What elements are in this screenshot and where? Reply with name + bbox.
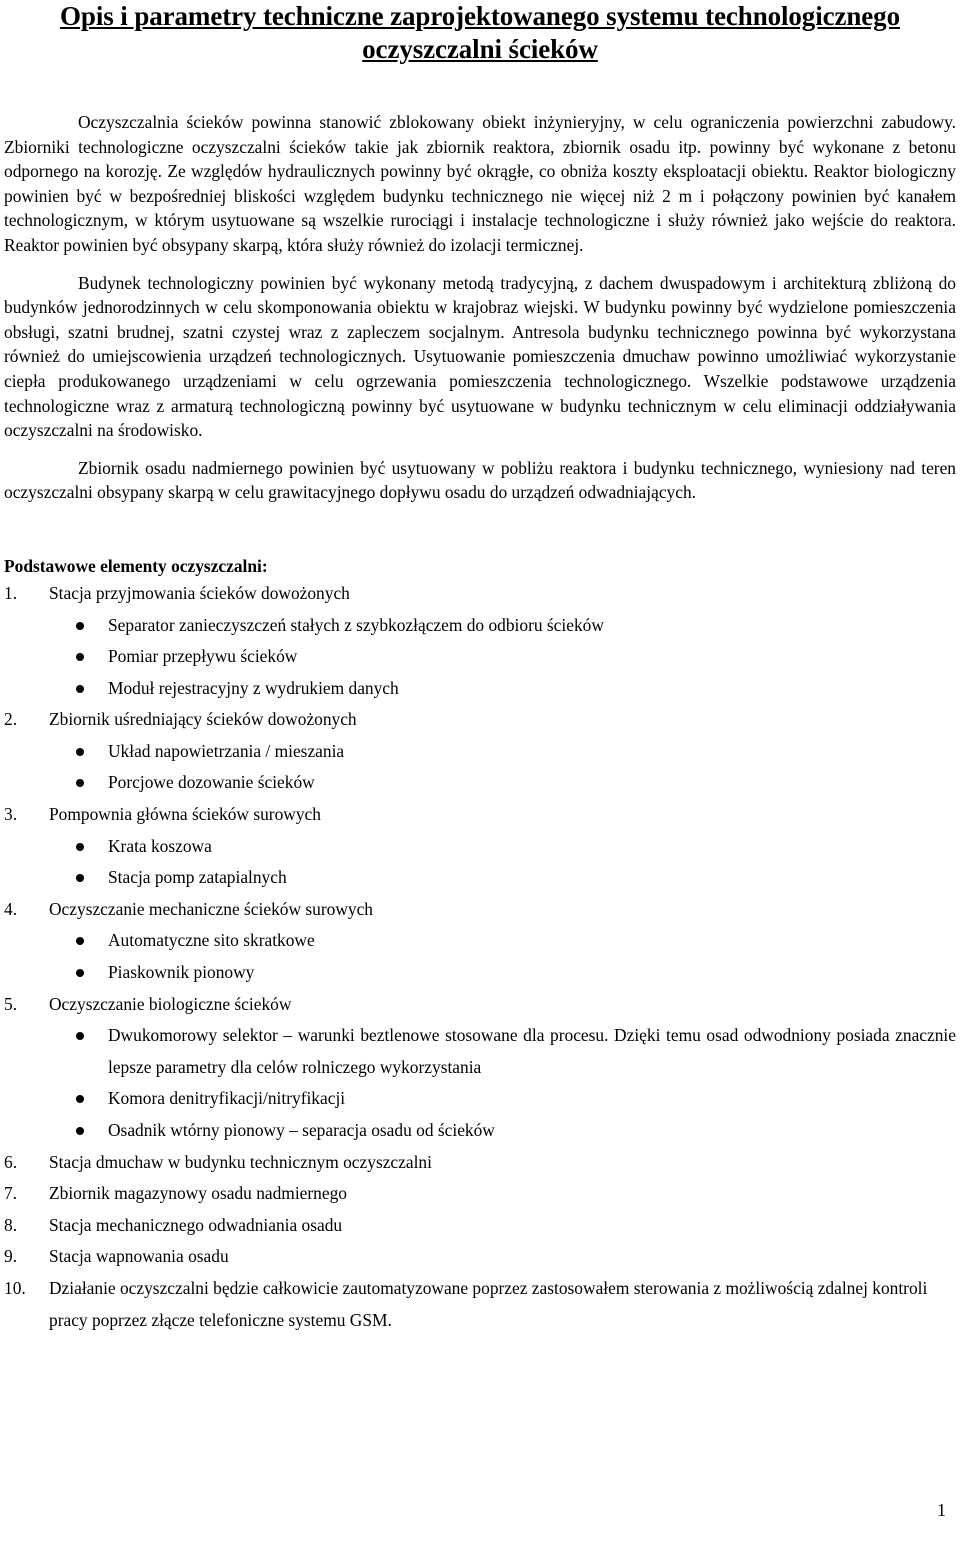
sub-list-item: [49, 767, 956, 799]
list-item-label: Pompownia główna ścieków surowych: [49, 804, 321, 825]
bullet-icon: [76, 622, 84, 630]
bullet-icon: [76, 874, 84, 882]
sub-list-item-text: Osadnik wtórny pionowy – separacja osadu od ścieków: [108, 1120, 495, 1140]
list-item-label: Stacja mechanicznego odwadniania osadu: [49, 1214, 343, 1235]
sub-list-item-text: Separator zanieczyszczeń stałych z szybkozłączem do odbioru ścieków: [108, 614, 604, 635]
sub-list-item-text: Krata koszowa: [108, 835, 212, 856]
document-title: Opis i parametry techniczne zaprojektowanego systemu technologicznego oczyszczalni ścieków: [60, 1, 900, 64]
sub-list-item: [49, 1115, 956, 1147]
sub-list-item-text: Piaskownik pionowy: [108, 962, 255, 983]
sub-list-item-text: Stacja pomp zatapialnych: [108, 867, 287, 888]
sub-list-item-text: Automatyczne sito skratkowe: [108, 930, 315, 951]
paragraph-intro-text: Oczyszczalnia ścieków powinna stanowić zblokowany obiekt inżynieryjny, w celu ograniczenia powierzchni zabudowy. Zbiorniki technologiczne oczyszczalni ścieków takie jak zbiornik reaktora, zbiornik osadu itp. powinny być wykonane z betonu odpornego na korozję. Ze względów hydraulicznych powinny być okrągłe, co obniża koszty eksploatacji obiektu. Reaktor biologiczny powinien być w bezpośredniej bliskości względem budynku technicznego nie więcej niż 2 m i połączony powinien być kanałem technologicznym, w którym usytuowane są wszelkie rurociągi i instalacje technologiczne i służy również jako wejście do reaktora. Reaktor powinien być obsypany skarpą, która służy również do izolacji termicznej.: [4, 112, 956, 255]
paragraph-sludge-tank-text: Zbiornik osadu nadmiernego powinien być usytuowany w pobliżu reaktora i budynku technicznego, wyniesiony nad teren oczyszczalni obsypany skarpą w celu grawitacyjnego dopływu osadu do urządzeń odwadniających.: [4, 457, 956, 503]
bullet-icon: [76, 779, 84, 787]
paragraph-intro: [4, 110, 956, 258]
list-item-number: 2.: [4, 709, 18, 730]
bullet-icon: [76, 653, 84, 661]
sub-list-item: [49, 862, 956, 894]
list-item: [4, 989, 956, 1021]
list-item-number: 10.: [4, 1277, 26, 1298]
list-item-label: Oczyszczanie mechaniczne ścieków surowych: [49, 898, 373, 919]
bullet-icon: [76, 1127, 84, 1135]
list-item-number: 3.: [4, 804, 18, 825]
list-item: [4, 1241, 956, 1273]
list-item-label: Stacja wapnowania osadu: [49, 1246, 229, 1267]
sub-list-item: [49, 925, 956, 957]
list-item-number: 8.: [4, 1214, 18, 1235]
list-item-number: 6.: [4, 1151, 18, 1172]
sub-list: [4, 610, 956, 705]
list-item-number: 5.: [4, 993, 18, 1014]
page-number: 1: [937, 1500, 946, 1520]
list-item-number: 4.: [4, 898, 18, 919]
sub-list: [4, 1020, 956, 1146]
sub-list: [4, 925, 956, 988]
bullet-icon: [76, 1095, 84, 1103]
sub-list: [4, 831, 956, 894]
sub-list-item-text: Dwukomorowy selektor – warunki beztlenowe stosowane dla procesu. Dzięki temu osad odwodniony posiada znacznie lepsze parametry dla celów rolniczego wykorzystania: [108, 1025, 956, 1077]
elements-list: [4, 578, 956, 1336]
list-item: [4, 704, 956, 736]
list-item-label: Oczyszczanie biologiczne ścieków: [49, 993, 292, 1014]
sub-list-item: [49, 957, 956, 989]
sub-list-item: [49, 736, 956, 768]
sub-list-item-text: Moduł rejestracyjny z wydrukiem danych: [108, 677, 399, 698]
sub-list-item: [49, 673, 956, 705]
paragraph-sludge-tank: [4, 456, 956, 505]
list-item-number: 7.: [4, 1183, 18, 1204]
list-item-label: Zbiornik magazynowy osadu nadmiernego: [49, 1183, 347, 1204]
list-item: [4, 894, 956, 926]
sub-list-item-text: Układ napowietrzania / mieszania: [108, 740, 345, 761]
list-item-label: Stacja dmuchaw w budynku technicznym oczyszczalni: [49, 1151, 432, 1172]
list-item-label: Działanie oczyszczalni będzie całkowicie zautomatyzowane poprzez zastosowałem sterowania z możliwością zdalnej kontroli pracy poprzez złącze telefoniczne systemu GSM.: [49, 1277, 928, 1330]
elements-heading: Podstawowe elementy oczyszczalni:: [4, 555, 268, 576]
bullet-icon: [76, 843, 84, 851]
sub-list-item-text: Komora denitryfikacji/nitryfikacji: [108, 1088, 346, 1109]
list-item-number: 1.: [4, 582, 18, 603]
sub-list-item: [49, 1020, 956, 1083]
bullet-icon: [76, 748, 84, 756]
sub-list-item-text: Pomiar przepływu ścieków: [108, 646, 298, 667]
bullet-icon: [76, 1032, 84, 1040]
sub-list-item-text: Porcjowe dozowanie ścieków: [108, 772, 315, 793]
list-item: [4, 1210, 956, 1242]
sub-list-item: [49, 610, 956, 642]
list-item: [4, 1147, 956, 1179]
bullet-icon: [76, 685, 84, 693]
list-item-label: Stacja przyjmowania ścieków dowożonych: [49, 582, 350, 603]
sub-list-item: [49, 641, 956, 673]
bullet-icon: [76, 937, 84, 945]
sub-list: [4, 736, 956, 799]
list-item: [4, 578, 956, 610]
sub-list-item: [49, 831, 956, 863]
sub-list-item: [49, 1083, 956, 1115]
paragraph-building: [4, 271, 956, 443]
list-item-number: 9.: [4, 1246, 18, 1267]
list-item: [4, 1273, 956, 1336]
list-item-label: Zbiornik uśredniający ścieków dowożonych: [49, 709, 357, 730]
list-item: [4, 799, 956, 831]
list-item: [4, 1178, 956, 1210]
paragraph-building-text: Budynek technologiczny powinien być wykonany metodą tradycyjną, z dachem dwuspadowym i architekturą zbliżoną do budynków jednorodzinnych w celu skomponowania obiektu w krajobraz wiejski. W budynku powinny być wydzielone pomieszczenia obsługi, szatni brudnej, szatni czystej wraz z zapleczem socjalnym. Antresola budynku technicznego powinna być wykorzystana również do umiejscowienia urządzeń technologicznych. Usytuowanie pomieszczenia dmuchaw powinno umożliwiać wykorzystanie ciepła produkowanego urządzeniami w celu ogrzewania pomieszczenia technologicznego. Wszelkie podstawowe urządzenia technologiczne wraz z armaturą technologiczną powinny być usytuowane w budynku technicznym w celu eliminacji oddziaływania oczyszczalni na środowisko.: [4, 272, 956, 441]
bullet-icon: [76, 969, 84, 977]
